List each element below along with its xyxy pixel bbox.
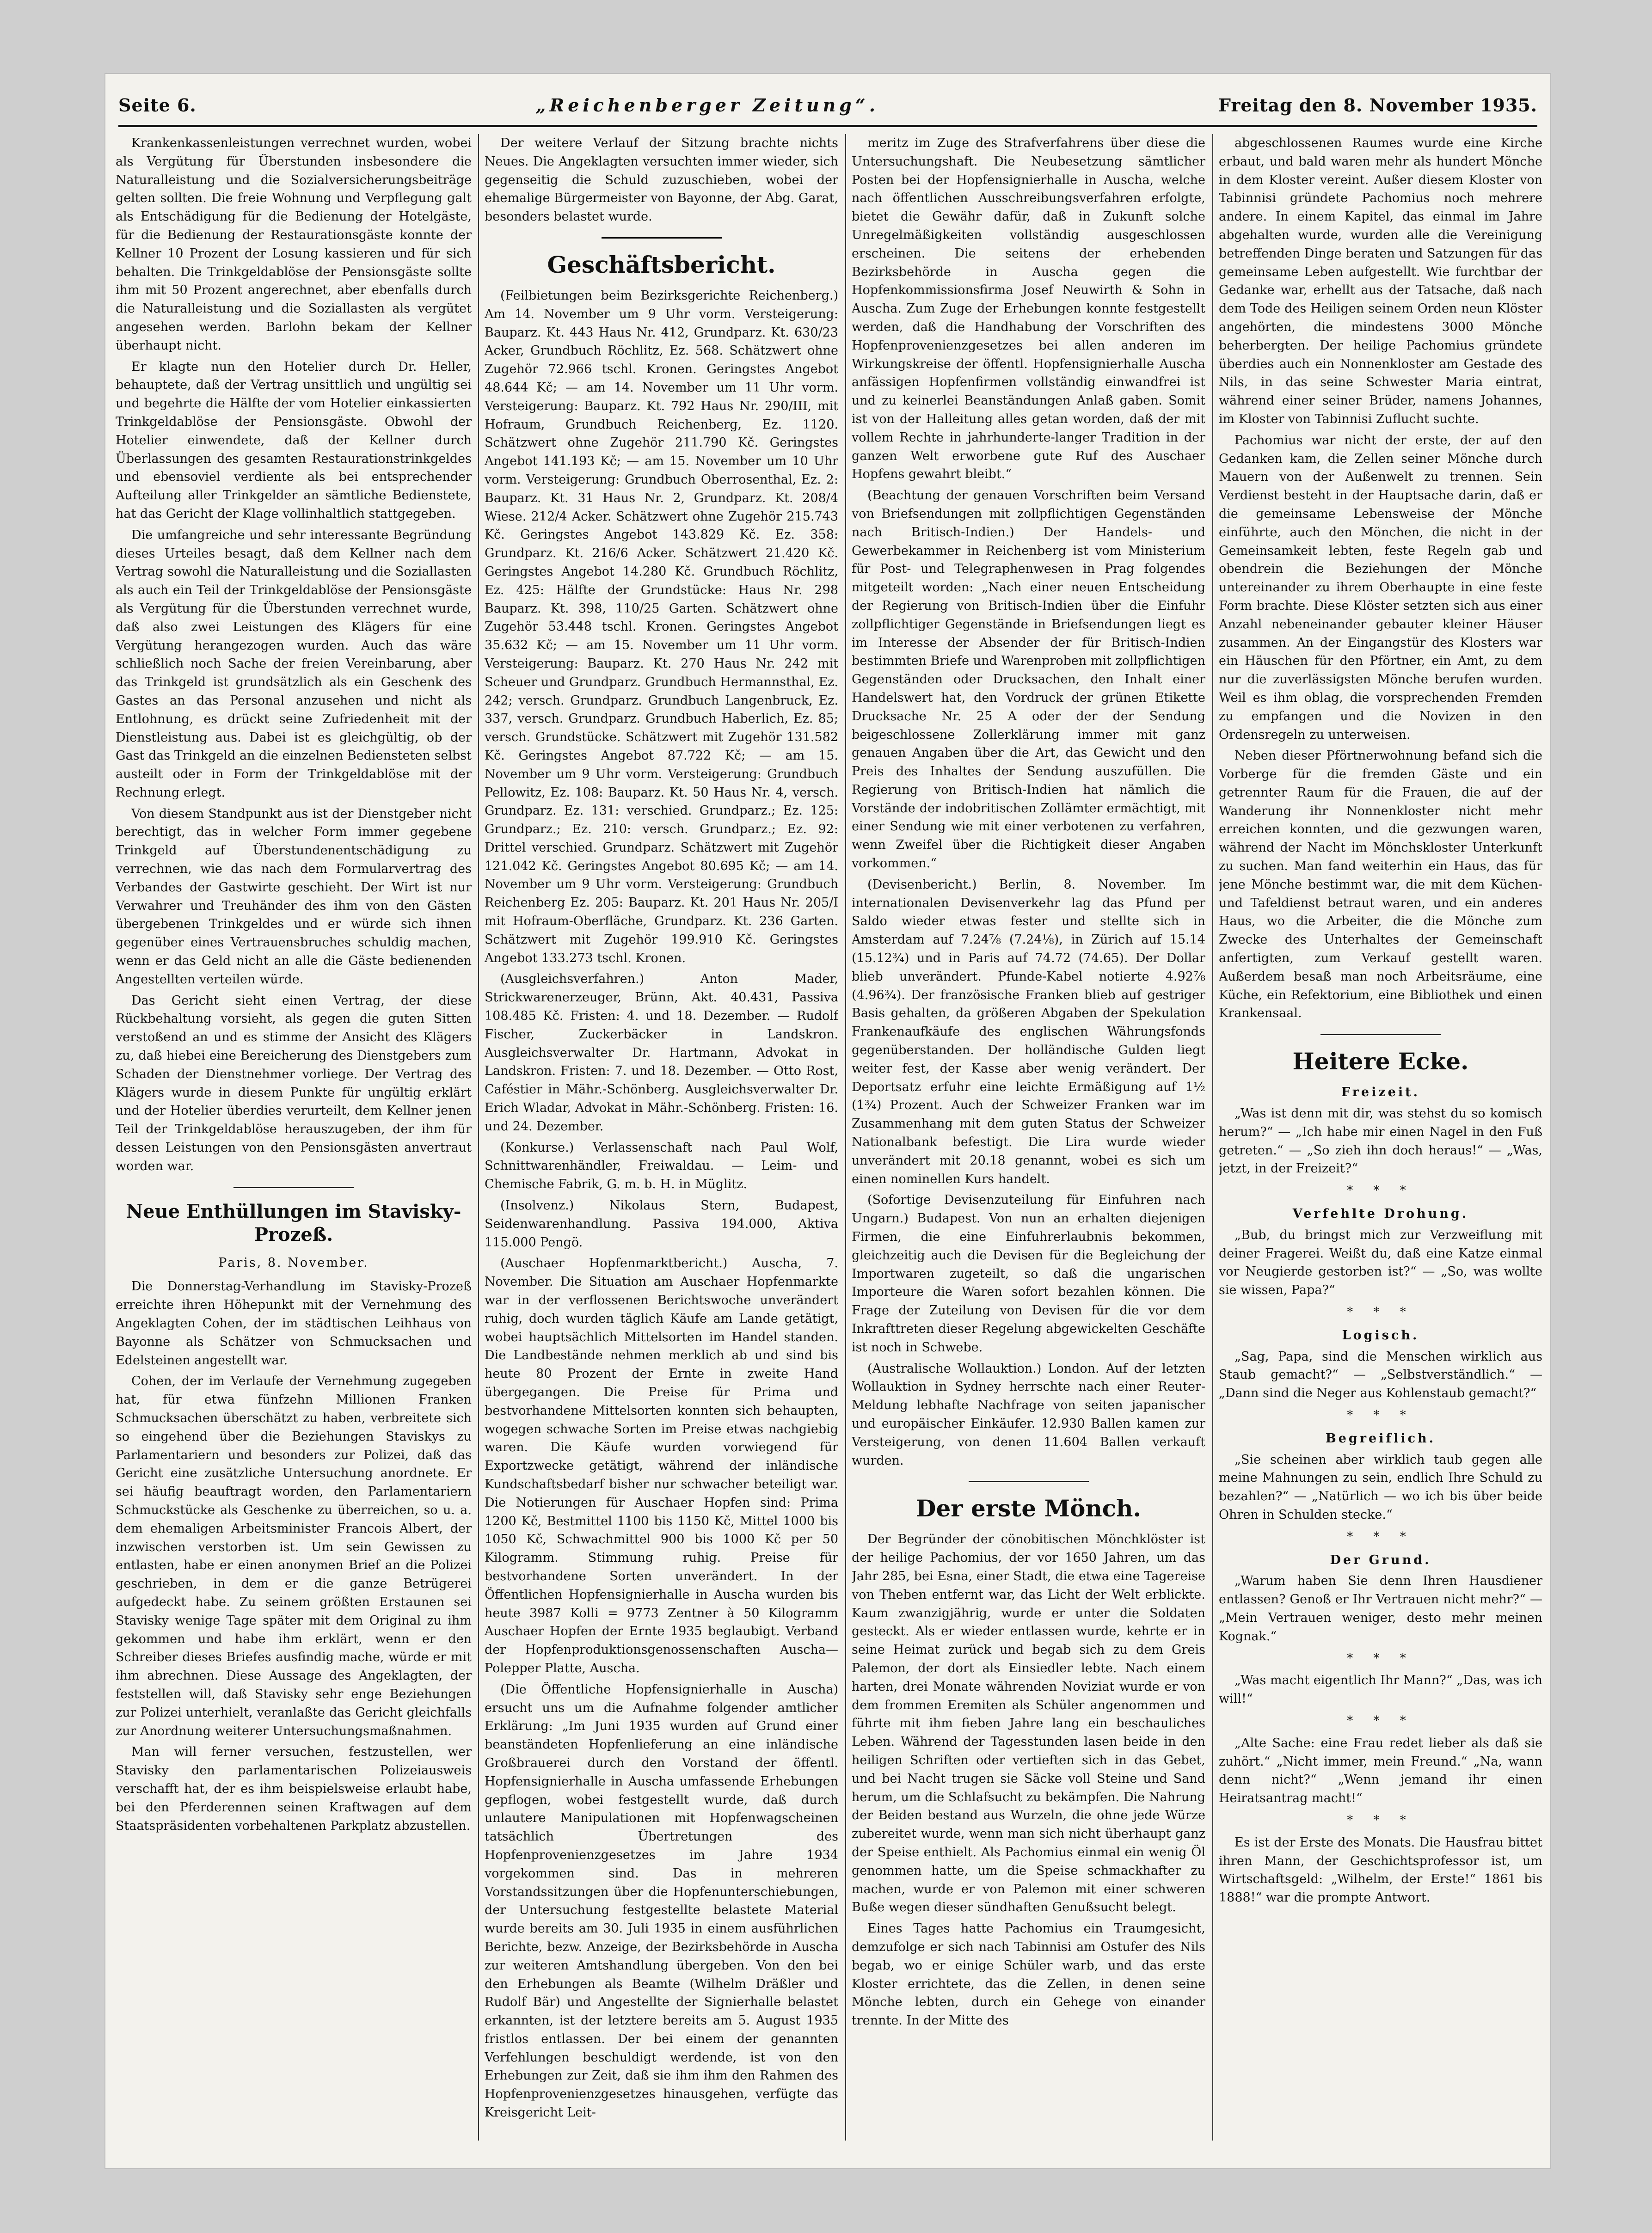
article-paragraph: Krankenkassenleistungen verrechnet wurden, wobei als Vergütung für Überstunden insbesondere die Naturalleistung und die Sozialversicherungsbeiträge gelten sollten. Die freie Wohnung und Verpflegung galt als Entschädigung für die Bedienung der Hotelgäste, für die Bedienung der Restaurationsgäste konnte der Kellner 10 Prozent der Losung kassieren und für sich behalten. Die Trinkgeldablöse der Pensionsgäste sollte ihm mit 50 Prozent angerechnet, aber ebenfalls durch die Naturalleistung und die Soziallasten als vergütet angesehen werden. Barlohn bekam der Kellner überhaupt nicht. bbox=[116, 136, 472, 353]
separator-stars: * * * bbox=[1347, 1184, 1414, 1198]
business-notice: (Auschaer Hopfenmarktbericht.) Auscha, 7. November. Die Situation am Auschaer Hopfenmarkte war in der verflossenen Berichtswoche unverändert ruhig, doch wurden täglich Käufe am Lande getätigt, wobei hauptsächlich Mittelsorten im Handel standen. Die Landbestände nehmen merklich ab und sind bis heute 80 Prozent der Ernte in zweite Hand übergegangen. Die Preise für Prima und bestvorhandene Mittelsorten konnten sich behaupten, wogegen schwache Sorten im Preise etwas nachgiebig waren. Die Käufe wurden vorwiegend für Exportzwecke getätigt, während der inländische Kundschaftsbedarf bisher nur schwacher beteiligt war. Die Notierungen für Auschaer Hopfen sind: Prima 1200 Kč, Bestmittel 1100 bis 1150 Kč, Mittel 1000 bis 1050 Kč, Schwachmittel 900 bis 1000 Kč per 50 Kilogramm. Stimmung ruhig. Preise für bestvorhandene Sorten unverändert. In der Öffentlichen Hopfensignierhalle in Auscha wurden bis heute 3987 Kolli = 9773 Zentner à 50 Kilogramm Auschaer Hopfen der Ernte 1935 beglaubigt. Verband der Hopfenproduktionsgenossenschaften Auscha—Polepper Platte, Auscha. bbox=[485, 1256, 838, 1675]
separator-stars: * * * bbox=[1347, 1408, 1414, 1422]
joke-title: Begreiflich. bbox=[1325, 1431, 1436, 1446]
article-paragraph: Das Gericht sieht einen Vertrag, der diese Rückbehaltung vorsieht, als gegen die guten Sitten verstoßend an und es stimme der Ansicht des Klägers zu, daß hiebei eine Bereicherung des Dienstgebers zum Schaden der Dienstnehmer vorliege. Der Vertrag des Klägers wurde in diesem Punkte für ungültig erklärt und der Hotelier überdies verurteilt, dem Kellner jenen Teil der Trinkgeldablöse herauszugeben, der ihm für dessen Leistungen von den Pensionsgästen anvertraut worden war. bbox=[116, 993, 472, 1173]
business-notice: (Australische Wollauktion.) London. Auf der letzten Wollauktion in Sydney herrschte nach einer Reuter-Meldung lebhafte Nachfrage von seiten japanischer und europäischer Einkäufer. 12.930 Ballen kamen zur Versteigerung, von denen 11.604 Ballen verkauft wurden. bbox=[852, 1361, 1205, 1468]
column-divider bbox=[845, 134, 846, 2141]
separator-stars: * * * bbox=[1347, 1529, 1414, 1544]
business-notice: meritz im Zuge des Strafverfahrens über diese die Untersuchungshaft. Die Neubesetzung sämtlicher Posten bei der Hopfensignierhalle in Auscha, welche nach öffentlichen Ausschreibungsverfahren erfolgte, bietet die Gewähr dafür, daß in Zukunft solche Unregelmäßigkeiten vollständig ausgeschlossen erscheinen. Die seitens der erhebenden Bezirksbehörde in Auscha gegen die Hopfenkommissionsfirma Josef Neuwirth & Sohn in Auscha. Zum Zuge der Erhebungen konnte festgestellt werden, daß die Handhabung der Vorschriften des Hopfenprovenienzgesetzes bei allen anderen im Wirkungskreise der öffentl. Hopfensignierhalle Auscha anfässigen Hopfenfirmen vollständig einwandfrei ist und zu keinerlei Beanständungen Anlaß gaben. Somit ist von der Halleitung alles getan worden, daß der mit vollem Rechte in jahrhunderte-langer Tradition in der ganzen Welt erworbene gute Ruf des Auschaer Hopfens gewahrt bleibt.“ bbox=[852, 136, 1205, 482]
column-2 bbox=[485, 134, 838, 2141]
newspaper-page bbox=[105, 74, 1550, 2168]
joke-text: „Alte Sache: eine Frau redet lieber als daß sie zuhört.“ „Nicht immer, mein Freund.“ „Na, wann denn nicht?“ „Wenn jemand ihr einen Heiratsantrag macht!“ bbox=[1219, 1736, 1542, 1806]
article-paragraph: Die Donnerstag-Verhandlung im Stavisky-Prozeß erreichte ihren Höhepunkt mit der Vernehmung des Angeklagten Cohen, der im städtischen Leihhaus von Bayonne als Schätzer von Schmucksachen und Edelsteinen angestellt war. bbox=[116, 1279, 472, 1368]
masthead: „Reichenberger Zeitung“. bbox=[535, 94, 879, 116]
section-headline: Heitere Ecke. bbox=[1292, 1048, 1469, 1075]
separator-stars: * * * bbox=[1347, 1651, 1414, 1665]
dateline: Paris, 8. November. bbox=[218, 1255, 369, 1270]
joke-text: Es ist der Erste des Monats. Die Hausfrau bittet ihren Mann, der Geschichtsprofessor ist, um Wirtschaftsgeld: „Wilhelm, der Erste!“ 1861 bis 1888!“ war die prompte Antwort. bbox=[1219, 1835, 1542, 1905]
column-4 bbox=[1219, 134, 1542, 2141]
section-rule bbox=[233, 1187, 354, 1188]
article-paragraph: Von diesem Standpunkt aus ist der Dienstgeber nicht berechtigt, das in welcher Form immer gegebene Trinkgeld auf Überstundenentschädigung zu verrechnen, wie das nach dem Formularvertrag des Verbandes der Gastwirte geschieht. Der Wirt ist nur Verwahrer und Treuhänder des ihm von den Gästen übergebenen Trinkgeldes und er würde sich ihnen gegenüber eines Vertrauensbruches schuldig machen, wenn er das Geld nicht an alle die Gäste bedienenden Angestellten verteilen würde. bbox=[116, 806, 472, 987]
article-paragraph: Eines Tages hatte Pachomius ein Traumgesicht, demzufolge er sich nach Tabinnisi am Ostufer des Nils begab, wo er einige Schüler warb, und das erste Kloster errichtete, das die Zellen, in denen seine Mönche lebten, durch ein Gehege von einander trennte. In der Mitte des bbox=[852, 1921, 1205, 2028]
article-paragraph: Der Begründer der cönobitischen Mönchklöster ist der heilige Pachomius, der vor 1650 Jahren, um das Jahr 285, bei Esna, einer Stadt, die etwa eine Tagereise von Theben entfernt war, das Licht der Welt erblickte. Kaum zwanzigjährig, wurde er unter die Soldaten gesteckt. Als er wieder entlassen wurde, kehrte er in seine Heimat zurück und begab sich zu dem Greis Palemon, der dort als Einsiedler lebte. Nach einem harten, drei Monate währenden Noviziat wurde er von dem frommen Eremiten als Schüler angenommen und führte mit ihm fieben Jahre lang ein beschauliches Leben. Während der Tagesstunden lasen beide in den heiligen Schriften oder vertieften sich in das Gebet, und bei Nacht trugen sie Säcke voll Steine und Sand herum, um die Schlafsucht zu bekämpfen. Die Nahrung der Beiden bestand aus Wurzeln, die ohne jede Würze zubereitet wurde, wenn man sich nicht überhaupt ganz der Speise enthielt. Als Pachomius einmal ein wenig Öl genommen hatte, um die Speise schmackhafter zu machen, wurde er von Palemon mit einer schweren Buße wegen dieser sündhaften Genußsucht belegt. bbox=[852, 1532, 1205, 1915]
joke-title: Freizeit. bbox=[1341, 1085, 1420, 1100]
business-notice: (Konkurse.) Verlassenschaft nach Paul Wolf, Schnittwarenhändler, Freiwaldau. — Leim- und Chemische Fabrik, G. m. b. H. in Müglitz. bbox=[485, 1140, 838, 1192]
column-1 bbox=[116, 134, 472, 2141]
joke-text: „Sie scheinen aber wirklich taub gegen alle meine Mahnungen zu sein, endlich Ihre Schuld zu bezahlen?“ — „Natürlich — wo ich bis über beide Ohren in Schulden stecke.“ bbox=[1219, 1452, 1542, 1522]
section-rule bbox=[969, 1481, 1089, 1482]
column-divider bbox=[478, 134, 479, 2141]
business-notice: (Ausgleichsverfahren.) Anton Mader, Strickwarenerzeuger, Brünn, Akt. 40.431, Passiva 108.485 Kč. Fristen: 4. und 18. Dezember. — Rudolf Fischer, Zuckerbäcker in Landskron. Ausgleichsverwalter Dr. Hartmann, Advokat in Landskron. Fristen: 7. und 18. Dezember. — Otto Rost, Caféstier in Mähr.-Schönberg. Ausgleichsverwalter Dr. Erich Wladar, Advokat in Mähr.-Schönberg. Fristen: 16. und 24. Dezember. bbox=[485, 972, 838, 1134]
article-paragraph: Pachomius war nicht der erste, der auf den Gedanken kam, die Zellen seiner Mönche durch Mauern von der Außenwelt zu trennen. Sein Verdienst besteht in der Hauptsache darin, daß er die gemeinsame Lebensweise der Mönche einführte, auch den Mönchen, die nicht in der Gemeinsamkeit lebten, feste Regeln gab und obendrein die Beziehungen der Mönche untereinander zu ihrem Oberhaupte in eine feste Form brachte. Diese Klöster setzten sich aus einer Anzahl nebeneinander gebauter kleiner Häuser zusammen. An der Eingangstür des Klosters war ein Häuschen für den Pförtner, ein Amt, zu dem nur die zuverlässigsten Mönche berufen wurden. Weil es ihm oblag, die vorsprechenden Fremden zu empfangen und die Novizen in den Ordensregeln zu unterweisen. bbox=[1219, 433, 1542, 742]
issue-date: Freitag den 8. November 1935. bbox=[1218, 94, 1537, 116]
article-paragraph: Cohen, der im Verlaufe der Vernehmung zugegeben hat, für etwa fünfzehn Millionen Franken Schmucksachen überschätzt zu haben, verbreitete sich so eingehend über die Beziehungen Staviskys zu Parlamentariern und besonders zur Polizei, daß das Gericht eine zusätzliche Untersuchung anordnete. Er sei häufig beauftragt worden, den Parlamentariern Schmuckstücke als Geschenke zu überreichen, so u. a. dem ehemaligen Arbeitsminister Francois Albert, der inzwischen verstorben ist. Um sein Gewissen zu entlasten, habe er einen anonymen Brief an die Polizei geschrieben, in dem er die ganze Betrügerei aufgedeckt habe. Zu seinem größten Erstaunen sei Stavisky wenige Tage später mit dem Original zu ihm gekommen und habe ihm erklärt, wenn er den Schreiber dieses Briefes ausfindig mache, würde er mit ihm abrechnen. Diese Aussage des Angeklagten, der feststellen will, daß Stavisky sehr enge Beziehungen zur Polizei unterhielt, veranlaßte das Gericht gleichfalls zur Anordnung weiterer Untersuchungsmaßnahmen. bbox=[116, 1374, 472, 1738]
section-headline: Geschäftsbericht. bbox=[547, 251, 776, 278]
separator-stars: * * * bbox=[1347, 1713, 1414, 1728]
business-notice: (Insolvenz.) Nikolaus Stern, Budapest, Seidenwarenhandlung. Passiva 194.000, Aktiva 115.000 Pengö. bbox=[485, 1198, 838, 1250]
business-notice: (Die Öffentliche Hopfensignierhalle in Auscha) ersucht uns um die Aufnahme folgender amtlicher Erklärung: „Im Juni 1935 wurden auf Grund einer beanständeten Hopfenlieferung an eine inländische Großbrauerei durch den Vorstand der öffentl. Hopfensignierhalle in Auscha umfassende Erhebungen gepflogen, wobei festgestellt wurde, daß durch unlautere Manipulationen mit Hopfenwagscheinen tatsächlich Übertretungen des Hopfenprovenienzgesetzes im Jahre 1934 vorgekommen sind. Das in mehreren Vorstandssitzungen über die Hopfenunterschiebungen, der Untersuchung festgestellte belastete Material wurde bereits am 30. Juli 1935 in einem ausführlichen Berichte, bezw. Anzeige, der Bezirksbehörde in Auscha zur weiteren Amtshandlung übergeben. Von den bei den Erhebungen als Beamte (Wilhelm Dräßler und Rudolf Bär) und Angestellte der Signierhalle belastet erkannten, ist der letztere bereits am 5. August 1935 fristlos entlassen. Der bei einem der genannten Verfehlungen beschuldigt werdende, ist von den Erhebungen zur Zeit, daß sie ihm ihm den Rahmen des Hopfenprovenienzgesetzes hinausgehen, verfügte das Kreisgericht Leit- bbox=[485, 1682, 838, 2120]
page-header bbox=[118, 88, 1537, 122]
article-paragraph: Er klagte nun den Hotelier durch Dr. Heller, behauptete, daß der Vertrag unsittlich und ungültig sei und begehrte die Hälfte der vom Hotelier einkassierten Trinkgeldablöse der Pensionsgäste. Obwohl der Hotelier einwendete, daß der Kellner durch Überlassungen des gesamten Restaurationstrinkgeldes und ebensoviel verdiente als bei entsprechender Aufteilung aller Trinkgelder an sämtliche Bedienstete, hat das Gericht der Klage vollinhaltlich stattgegeben. bbox=[116, 359, 472, 521]
joke-text: „Warum haben Sie denn Ihren Hausdiener entlassen? Genoß er Ihr Vertrauen nicht mehr?“ — „Mein Vertrauen weniger, desto mehr meinen Kognak.“ bbox=[1219, 1574, 1542, 1644]
section-rule bbox=[1320, 1034, 1441, 1035]
article-headline: Der erste Mönch. bbox=[916, 1495, 1141, 1522]
header-rule bbox=[118, 125, 1537, 127]
article-paragraph: Neben dieser Pförtnerwohnung befand sich die Vorberge für die fremden Gäste und ein getrennter Raum für die Frauen, die auf der Wanderung ihr Nonnenkloster nicht mehr erreichen konnten, und die gezwungen waren, während der Nacht im Mönchskloster Unterkunft zu suchen. Man fand weiterhin ein Haus, das für jene Mönche bestimmt war, die mit dem Küchen- und Tafeldienst betraut waren, und ein anderes Haus, wo die Arbeiter, die die Mönche zum Zwecke des Unterhaltes der Gemeinschaft anfertigten, zum Verkauf gestellt waren. Außerdem besaß man noch Arbeitsräume, eine Küche, ein Refektorium, eine Bibliothek und einen Krankensaal. bbox=[1219, 748, 1542, 1021]
joke-title: Der Grund. bbox=[1330, 1552, 1431, 1567]
joke-title: Verfehlte Drohung. bbox=[1292, 1207, 1469, 1221]
business-notice: (Sofortige Devisenzuteilung für Einfuhren nach Ungarn.) Budapest. Von nun an erhalten diejenigen Firmen, die eine Einfuhrerlaubnis bekommen, gleichzeitig auch die Devisen für die Begleichung der Importwaren zugeteilt, so daß die ungarischen Importeure die Waren sofort bezahlen können. Die Frage der Zuteilung von Devisen für die vor dem Inkrafttreten dieser Regelung abgewickelten Geschäfte ist noch in Schwebe. bbox=[852, 1193, 1205, 1355]
separator-stars: * * * bbox=[1347, 1305, 1414, 1319]
joke-text: „Was ist denn mit dir, was stehst du so komisch herum?“ — „Ich habe mir einen Nagel in den Fuß getreten.“ — „So zieh ihn doch heraus!“ — „Was, jetzt, in der Freizeit?“ bbox=[1219, 1106, 1542, 1176]
joke-text: „Sag, Papa, sind die Menschen wirklich aus Staub gemacht?“ — „Selbstverständlich.“ — „Dann sind die Neger aus Kohlenstaub gemacht?“ bbox=[1219, 1349, 1542, 1401]
business-notice: (Beachtung der genauen Vorschriften beim Versand von Briefsendungen mit zollpflichtigen Gegenständen nach Britisch-Indien.) Der Handels- und Gewerbekammer in Reichenberg ist vom Ministerium für Post- und Telegraphenwesen in Prag folgendes mitgeteilt worden: „Nach einer neuen Entscheidung der Regierung von Britisch-Indien über die Einfuhr zollpflichtiger Gegenstände in Briefsendungen liegt es im Interesse der Absender der für Britisch-Indien bestimmten Briefe und Warenproben mit zollpflichtigen Gegenständen oder Drucksachen, den Inhalt einer Handelswert hat, den Vordruck der grünen Etikette Drucksache Nr. 25 A oder der der Sendung beigeschlossene Zollerklärung immer mit ganz genauen Angaben über die Art, das Gewicht und den Preis des Inhaltes der Sendung auszufüllen. Die Regierung von Britisch-Indien hat nämlich die Vorstände der indobritischen Zollämter ermächtigt, mit einer Sendung wie mit einer verbotenen zu verfahren, wenn Zweifel über die Richtigkeit dieser Angaben vorkommen.“ bbox=[852, 488, 1205, 871]
article-paragraph: Der weitere Verlauf der Sitzung brachte nichts Neues. Die Angeklagten versuchten immer wieder, sich gegenseitig die Schuld zuzuschieben, wobei der ehemalige Bürgermeister von Bayonne, der Abg. Garat, besonders belastet wurde. bbox=[485, 136, 838, 224]
article-paragraph: Man will ferner versuchen, festzustellen, wer Stavisky den parlamentarischen Polizeiausweis verschafft hat, der es ihm beispielsweise erlaubt habe, bei den Pferderennen seinen Kraftwagen auf dem Staatspräsidenten vorbehaltenen Parkplatz abzustellen. bbox=[116, 1745, 472, 1833]
column-divider bbox=[1212, 134, 1213, 2141]
page-number: Seite 6. bbox=[118, 94, 197, 116]
joke-text: „Bub, du bringst mich zur Verzweiflung mit deiner Fragerei. Weißt du, daß eine Katze einmal vor Neugierde gestorben ist?“ — „So, was wollte sie wissen, Papa?“ bbox=[1219, 1227, 1542, 1298]
joke-text: „Was macht eigentlich Ihr Mann?“ „Das, was ich will!“ bbox=[1219, 1673, 1542, 1706]
article-paragraph: Die umfangreiche und sehr interessante Begründung dieses Urteiles besagt, daß dem Kellner nach dem Vertrag sowohl die Naturalleistung und die Soziallasten als auch ein Teil der Trinkgeldablöse der Pensionsgäste als Vergütung für die Überstunden verrechnet wurde, daß also zwei Leistungen des Klägers für eine Vergütung herangezogen wurden. Auch das wäre schließlich noch Sache der freien Vereinbarung, aber das Trinkgeld ist grundsätzlich als ein Geschenk des Gastes an das Personal anzusehen und nicht als Entlohnung, es drückt seine Zufriedenheit mit der Dienstleistung aus. Dabei ist es gleichgültig, ob der Gast das Trinkgeld an die einzelnen Bediensteten selbst austeilt oder in Form der Trinkgeldablöse mit der Rechnung erlegt. bbox=[116, 528, 472, 800]
section-rule bbox=[602, 237, 722, 239]
joke-title: Logisch. bbox=[1342, 1328, 1419, 1343]
business-notice: (Feilbietungen beim Bezirksgerichte Reichenberg.) Am 14. November um 9 Uhr vorm. Versteigerung: Bauparz. Kt. 443 Haus Nr. 412, Grundparz. Kt. 630/23 Acker, Grundbuch Röchlitz, Ez. 568. Schätzwert ohne Zugehör 72.966 tschl. Kronen. Geringstes Angebot 48.644 Kč; — am 14. November um 11 Uhr vorm. Versteigerung: Bauparz. Kt. 792 Haus Nr. 290/III, mit Hofraum, Grundbuch Reichenberg, Ez. 1120. Schätzwert ohne Zugehör 211.790 Kč. Geringstes Angebot 141.193 Kč; — am 15. November um 10 Uhr vorm. Versteigerung: Grundbuch Oberrosenthal, Ez. 2: Bauparz. Kt. 31 Haus Nr. 2, Grundparz. Kt. 208/4 Wiese. 212/4 Acker. Schätzwert ohne Zugehör 215.743 Kč. Geringstes Angebot 143.829 Kč. Ez. 358: Grundparz. Kt. 216/6 Acker. Schätzwert 21.420 Kč. Geringstes Angebot 14.280 Kč. Grundbuch Röchlitz, Ez. 425: Hälfte der Grundstücke: Haus Nr. 298 Bauparz. Kt. 398, 110/25 Garten. Schätzwert ohne Zugehör 53.448 tschl. Kronen. Geringstes Angebot 35.632 Kč; — am 15. November um 11 Uhr vorm. Versteigerung: Bauparz. Kt. 270 Haus Nr. 242 mit Scheuer und Grundparz. Grundbuch Hermannsthal, Ez. 242; versch. Grundparz. Grundbuch Langenbruck, Ez. 337, versch. Grundparz. Grundbuch Haberlich, Ez. 85; versch. Grundstücke. Schätzwert mit Zugehör 131.582 Kč. Geringstes Angebot 87.722 Kč; — am 15. November um 9 Uhr vorm. Versteigerung: Grundbuch Pellowitz, Ez. 108: Bauparz. Kt. 50 Haus Nr. 4, versch. Grundparz. Ez. 131: verschied. Grundparz.; Ez. 125: Grundparz.; Ez. 210: versch. Grundparz.; Ez. 92: Drittel verschied. Grundparz. Schätzwert mit Zugehör 121.042 Kč. Geringstes Angebot 80.695 Kč; — am 14. November um 9 Uhr vorm. Versteigerung: Grundbuch Reichenberg Ez. 205: Bauparz. Kt. 201 Haus Nr. 205/I mit Hofraum-Oberfläche, Grundparz. Kt. 236 Garten. Schätzwert mit Zugehör 199.910 Kč. Geringstes Angebot 133.273 tschl. Kronen. bbox=[485, 288, 838, 965]
article-headline: Neue Enthüllungen im Stavisky-Prozeß. bbox=[126, 1200, 461, 1245]
column-3 bbox=[852, 134, 1205, 2141]
separator-stars: * * * bbox=[1347, 1813, 1414, 1827]
business-notice: (Devisenbericht.) Berlin, 8. November. Im internationalen Devisenverkehr lag das Pfund per Saldo wieder etwas fester und stellte sich in Amsterdam auf 7.24⅞ (7.24⅛), in Zürich auf 15.14 (15.12¾) und in Paris auf 74.72 (74.65). Der Dollar blieb unverändert. Pfunde-Kabel notierte 4.92⅞ (4.96¾). Der französische Franken blieb auf gestriger Basis gehalten, da größeren Abgaben der Spekulation Frankenaufkäufe des englischen Währungsfonds gegenüberstanden. Der holländische Gulden liegt weiter fest, der Kasse aber wenig verändert. Der Deportsatz erfuhr eine leichte Ermäßigung auf 1½ (1¾) Prozent. Auch der Schweizer Franken war im Zusammenhang mit dem guten Status der Schweizer Nationalbank befestigt. Die Lira wurde wieder unverändert mit 20.18 genannt, wobei es sich um einen nominellen Kurs handelt. bbox=[852, 877, 1205, 1186]
article-paragraph: abgeschlossenen Raumes wurde eine Kirche erbaut, und bald waren mehr als hundert Mönche in dem Kloster vereint. Außer diesem Kloster von Tabinnisi gründete Pachomius noch mehrere andere. In einem Kapitel, das einmal im Jahre abgehalten wurde, wurden alle die Vereinigung betreffenden Dinge beraten und Satzungen für das gemeinsame Leben aufgestellt. Wie furchtbar der Gedanke war, erhellt aus der Tatsache, daß nach dem Tode des Heiligen seinem Orden neun Klöster angehörten, die mindestens 3000 Mönche beherbergten. Der heilige Pachomius gründete überdies auch ein Nonnenkloster am Gestade des Nils, in das seine Schwester Maria eintrat, während einer seiner Brüder, namens Johannes, im Kloster von Tabinnisi Zuflucht suchte. bbox=[1219, 136, 1542, 426]
